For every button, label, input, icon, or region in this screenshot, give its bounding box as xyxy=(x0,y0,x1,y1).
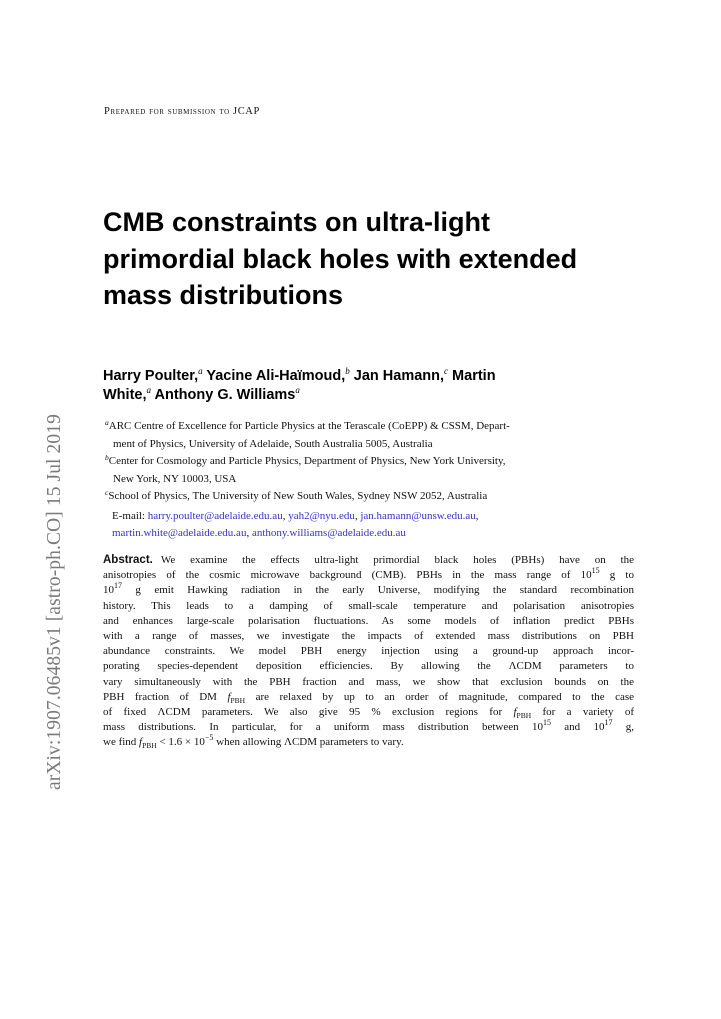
affiliation-mark: a xyxy=(105,418,109,427)
author-line xyxy=(103,386,643,405)
affiliation-text: Center for Cosmology and Particle Physics, Department of Physics, New York University, xyxy=(108,455,506,467)
affiliation-mark: a xyxy=(198,366,203,376)
author-name: White, xyxy=(103,387,147,403)
email-block xyxy=(112,508,632,542)
author-list xyxy=(103,367,643,405)
author-name: Anthony G. Williams xyxy=(154,387,296,403)
email-link[interactable]: jan.hamann@unsw.edu.au xyxy=(360,510,476,522)
affiliation-text: New York, NY 10003, USA xyxy=(113,472,237,485)
affiliations xyxy=(105,418,635,506)
affiliation-text: ment of Physics, University of Adelaide, South Australia 5005, Australia xyxy=(113,437,433,450)
email-line: martin.white@adelaide.edu.au, anthony.williams@adelaide.edu.au xyxy=(112,527,406,539)
author-name: Yacine Ali-Haïmoud, xyxy=(206,368,346,384)
title-line: mass distributions xyxy=(103,280,344,310)
abstract-line: Abstract. We examine the effects ultra-light primordial black holes (PBHs) have on the xyxy=(103,554,634,566)
affiliation-text: ARC Centre of Excellence for Particle Physics at the Terascale (CoEPP) & CSSM, Depart- xyxy=(108,420,510,432)
author-name: Harry Poulter, xyxy=(103,368,199,384)
email-link[interactable]: yah2@nyu.edu xyxy=(288,510,355,522)
abstract-label: Abstract. xyxy=(103,554,153,566)
author-name: Martin xyxy=(452,368,496,384)
paper-title xyxy=(103,204,643,314)
abstract-line: PBH fraction of DM $f_{PBH}$ are relaxed by up to an order of magnitude, compared to the case xyxy=(103,690,634,706)
affiliation-c xyxy=(105,488,635,506)
affiliation-text: School of Physics, The University of New South Wales, Sydney NSW 2052, Australia xyxy=(108,490,488,502)
affiliation-b xyxy=(105,453,635,488)
author-line xyxy=(103,367,643,386)
affiliation-mark: a xyxy=(146,385,151,395)
journal-submission-note: Prepared for submission to JCAP xyxy=(104,106,260,117)
abstract-line: vary simultaneously with the PBH fraction and mass, we show that exclusion bounds on the xyxy=(103,675,634,688)
abstract-line: history. This leads to a damping of small-scale temperature and polarisation anisotropies xyxy=(103,599,634,612)
abstract-line: with a range of masses, we investigate the impacts of extended mass distributions on PBH xyxy=(103,630,634,643)
email-link[interactable]: anthony.williams@adelaide.edu.au xyxy=(251,527,406,539)
abstract-line: and enhances large-scale polarisation fluctuations. As some models of inflation predict PBHs xyxy=(103,614,634,627)
affiliation-mark: b xyxy=(345,366,350,376)
arxiv-identifier-stamp: arXiv:1907.06485v1 [astro-ph.CO] 15 Jul 2019 xyxy=(44,414,65,790)
abstract-line: anisotropies of the cosmic microwave background (CMB). PBHs in the mass range of $10^{15}$ g to xyxy=(103,566,634,582)
affiliation-mark: a xyxy=(295,385,300,395)
affiliation-mark: b xyxy=(105,453,109,462)
title-line: primordial black holes with extended xyxy=(103,243,578,274)
email-label: E-mail: xyxy=(112,510,145,522)
abstract-line: mass distributions. In particular, for a uniform mass distribution between $10^{15}$ and $10^{17}$ g, xyxy=(103,718,635,734)
author-name: Jan Hamann, xyxy=(353,368,445,384)
title-line: CMB constraints on ultra-light xyxy=(103,207,490,237)
email-line: E-mail: harry.poulter@adelaide.edu.au, yah2@nyu.edu, jan.hamann@unsw.edu.au, xyxy=(112,510,479,522)
abstract-line: we find $f_{PBH} < 1.6 \times 10^{-5}$ when allowing ΛCDM parameters to vary. xyxy=(103,733,404,751)
affiliation-mark: c xyxy=(444,366,449,376)
abstract-line: of fixed ΛCDM parameters. We also give 95 % exclusion regions for $f_{PBH}$ for a variety of xyxy=(103,706,634,721)
abstract-line: $10^{17}$ g emit Hawking radiation in the early Universe, modifying the standard recombination xyxy=(103,581,634,597)
email-link[interactable]: martin.white@adelaide.edu.au xyxy=(112,527,247,539)
abstract-line: abundance constraints. We model PBH energy injection using a ground-up approach incor- xyxy=(103,645,634,658)
abstract xyxy=(103,553,634,751)
affiliation-mark: c xyxy=(105,488,109,497)
affiliation-a xyxy=(105,418,635,453)
abstract-line: porating species-dependent deposition efficiencies. By allowing the ΛCDM parameters to xyxy=(103,660,634,673)
email-link[interactable]: harry.poulter@adelaide.edu.au xyxy=(147,510,283,522)
